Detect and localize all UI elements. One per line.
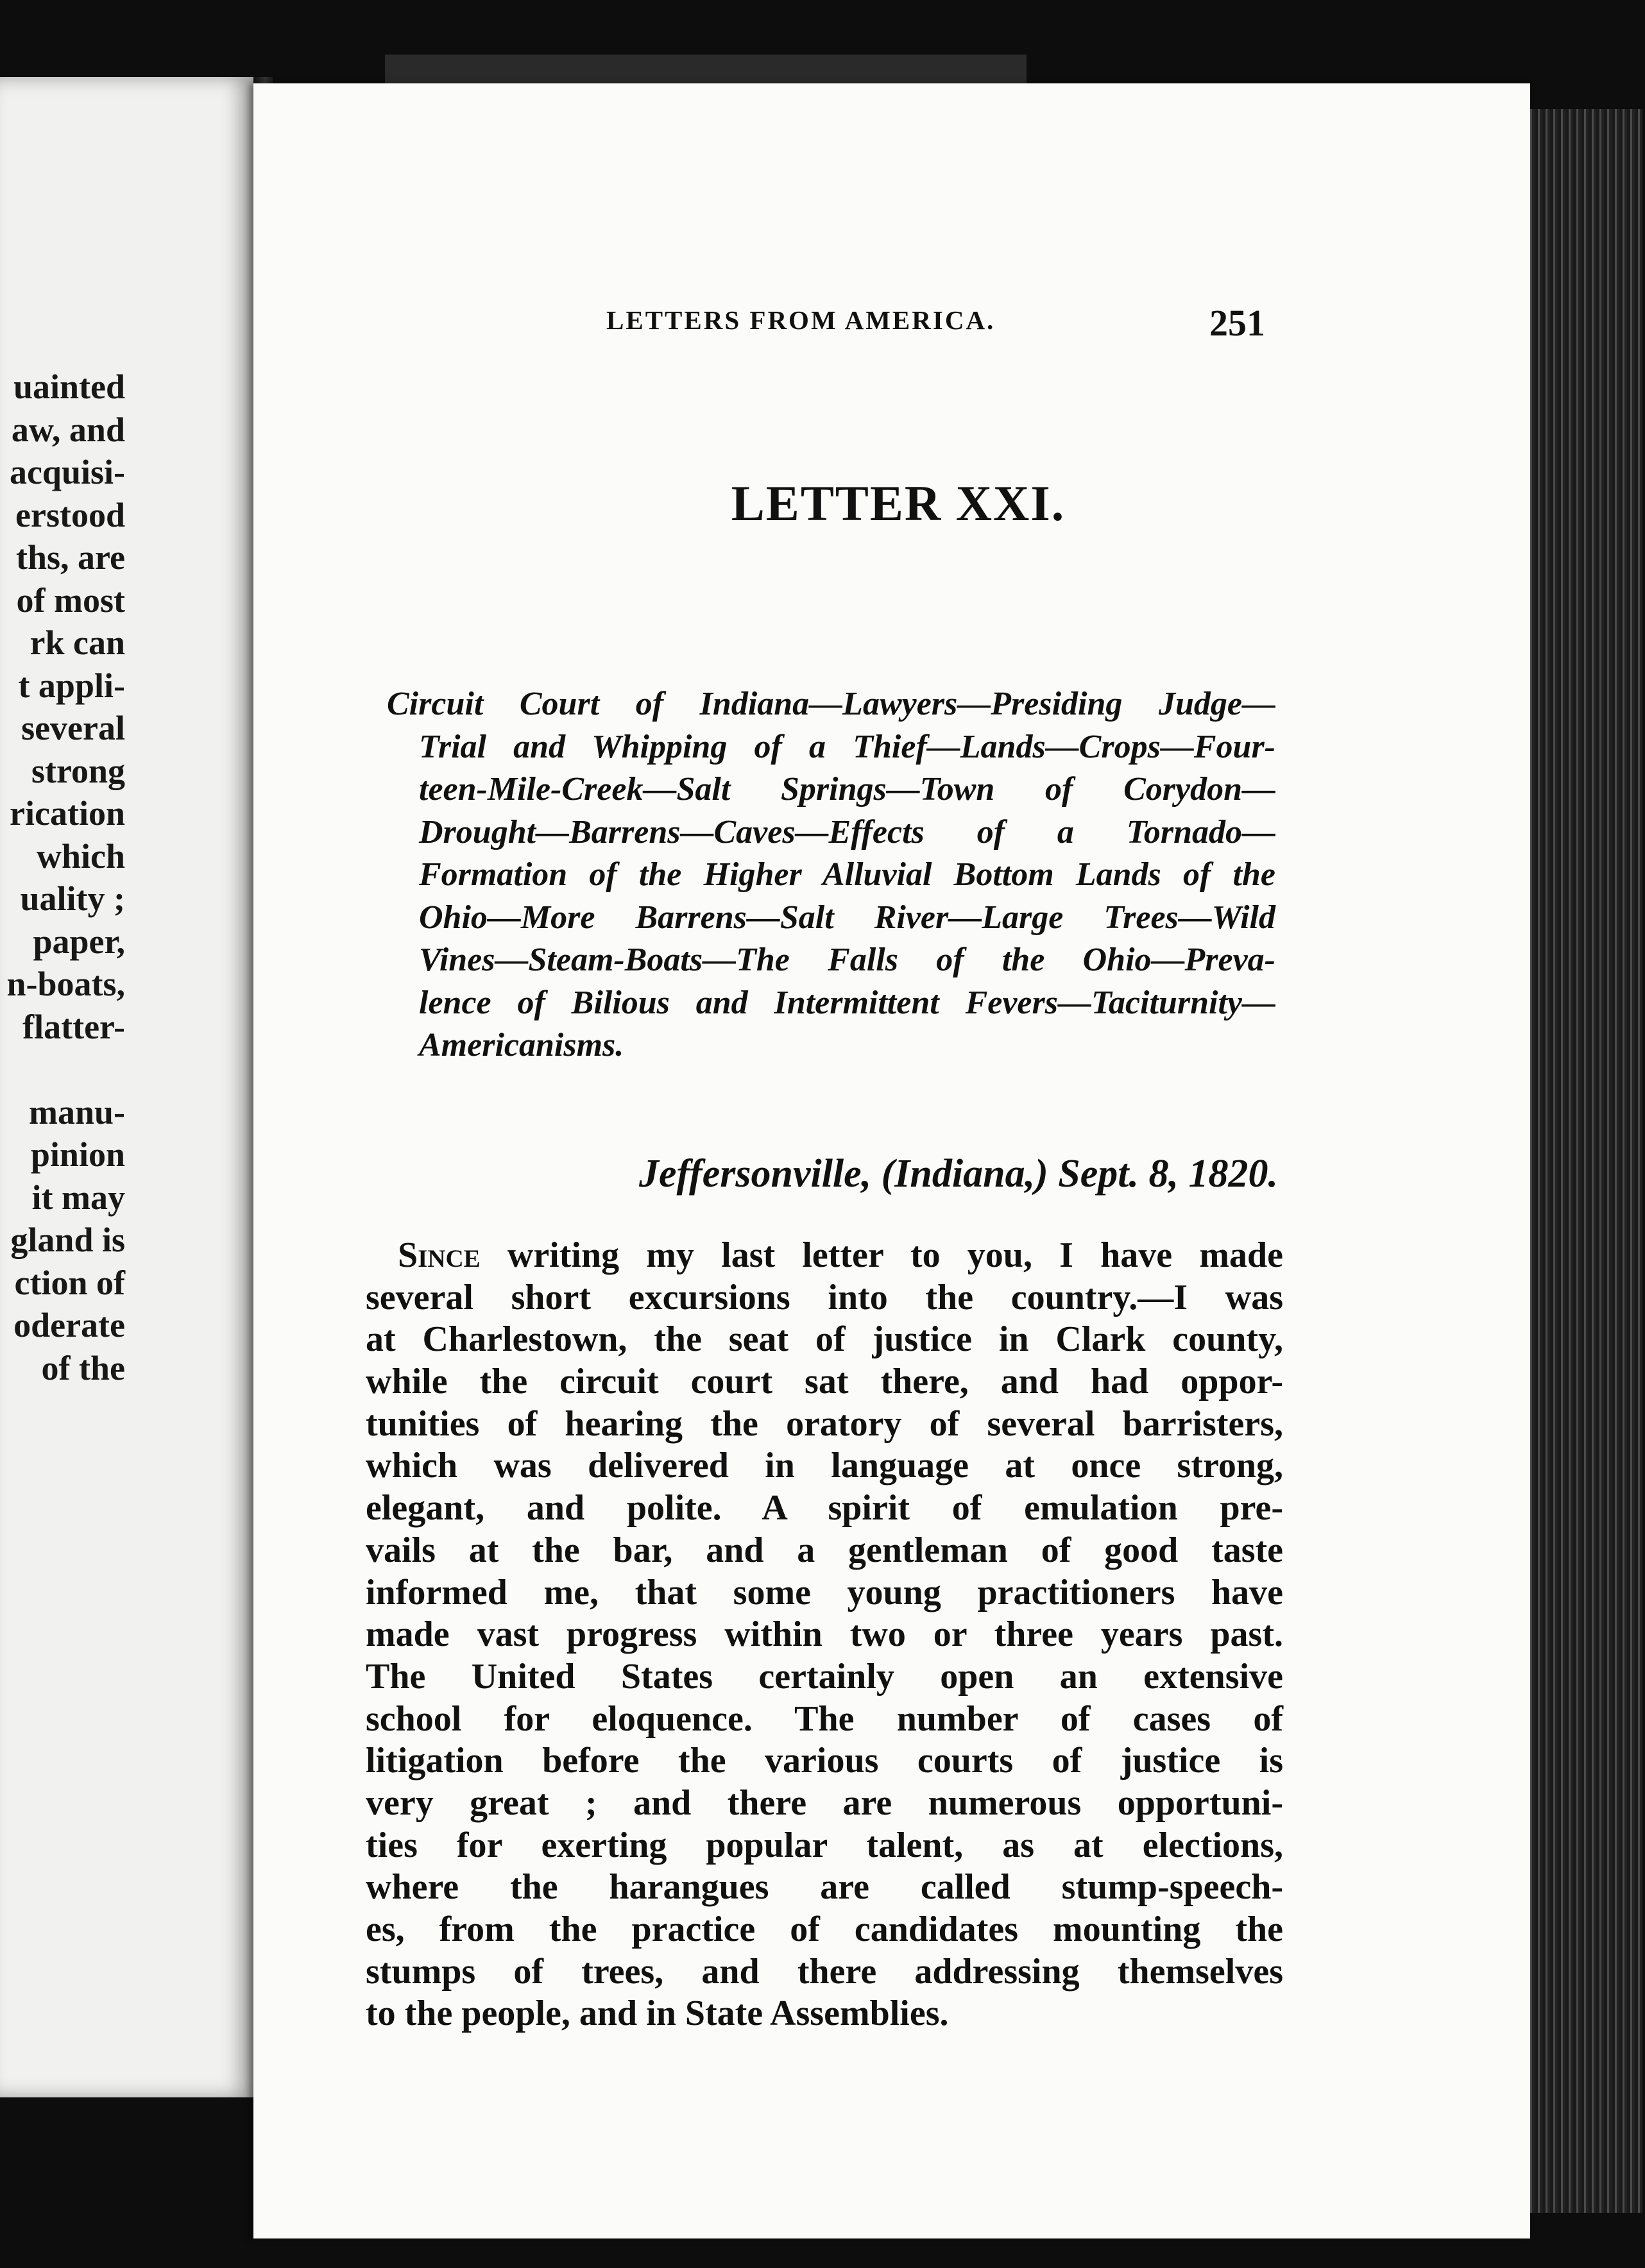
body-line: stumps of trees, and there addressing themselves — [366, 1951, 1283, 1992]
facing-line: flatter- — [22, 1007, 125, 1046]
body-line: to the people, and in State Assemblies. — [366, 1993, 949, 2034]
body-line — [366, 1235, 1283, 1277]
body-line: where the harangues are called stump-speech- — [366, 1867, 1283, 1908]
body-line: at Charlestown, the seat of justice in Clark county, — [366, 1319, 1283, 1360]
letter-title — [253, 475, 1530, 532]
summary-line: Americanisms. — [419, 1027, 624, 1063]
body-line: very great ; and there are numerous opportuni- — [366, 1782, 1283, 1823]
facing-line: oderate — [13, 1306, 125, 1344]
body-line: made vast progress within two or three years past. — [366, 1614, 1283, 1655]
chapter-summary — [387, 683, 1275, 1067]
facing-line: acquisi- — [9, 453, 125, 491]
body-line: tunities of hearing the oratory of several barristers, — [366, 1403, 1283, 1444]
body-line: while the circuit court sat there, and had oppor- — [366, 1362, 1283, 1402]
body-line: elegant, and polite. A spirit of emulation pre- — [366, 1488, 1283, 1528]
letter-body — [366, 1235, 1283, 2035]
body-first-line-rest: writing my last letter to you, I have made — [480, 1235, 1283, 1275]
facing-line: t appli- — [18, 666, 125, 705]
body-line: vails at the bar, and a gentleman of good taste — [366, 1530, 1283, 1570]
body-first-word: Since — [398, 1235, 481, 1275]
running-head: LETTERS FROM AMERICA. — [606, 305, 996, 335]
facing-line: aw, and — [11, 410, 125, 449]
summary-line: Ohio—More Barrens—Salt River—Large Trees—Wild — [419, 899, 1275, 936]
page-edges — [1527, 109, 1642, 2213]
facing-line: rication — [10, 794, 125, 833]
facing-line: of the — [41, 1348, 125, 1387]
summary-line: Circuit Court of Indiana—Lawyers—Presiding Judge— — [387, 686, 1275, 722]
facing-page-text — [0, 366, 125, 1389]
facing-line: ction of — [14, 1263, 125, 1302]
summary-line: Drought—Barrens—Caves—Effects of a Tornado— — [419, 813, 1275, 851]
dateline: Jeffersonville, (Indiana,) Sept. 8, 1820. — [639, 1152, 1278, 1196]
summary-line: Formation of the Higher Alluvial Bottom Lands of the — [419, 856, 1275, 893]
summary-line: lence of Bilious and Intermittent Fevers—Taciturnity— — [419, 984, 1275, 1021]
page-number: 251 — [1209, 302, 1265, 344]
facing-line: uality ; — [20, 879, 125, 918]
facing-line: which — [36, 836, 125, 876]
facing-line: strong — [31, 751, 125, 790]
summary-line: teen-Mile-Creek—Salt Springs—Town of Corydon— — [419, 771, 1275, 808]
body-line: ties for exerting popular talent, as at elections, — [366, 1825, 1283, 1865]
facing-line: of most — [16, 580, 125, 620]
summary-line: Trial and Whipping of a Thief—Lands—Crops—Four- — [419, 728, 1275, 765]
facing-line: manu- — [28, 1092, 125, 1131]
body-line: which was delivered in language at once strong, — [366, 1446, 1283, 1486]
facing-line: uainted — [13, 368, 125, 406]
body-line: litigation before the various courts of justice is — [366, 1741, 1283, 1781]
facing-line: rk can — [30, 623, 125, 662]
body-line: school for eloquence. The number of cases of — [366, 1698, 1283, 1739]
letter-title-text: LETTER XXI. — [731, 475, 1066, 531]
summary-line: Vines—Steam-Boats—The Falls of the Ohio—Preva- — [419, 942, 1275, 978]
facing-line: erstood — [15, 495, 125, 534]
body-line: several short excursions into the country.—I was — [366, 1277, 1283, 1317]
facing-line: it may — [31, 1178, 125, 1217]
body-line: The United States certainly open an extensive — [366, 1656, 1283, 1697]
facing-page-left — [0, 77, 253, 2097]
facing-line — [0, 1048, 125, 1091]
facing-line: pinion — [30, 1135, 125, 1174]
book-page — [253, 83, 1530, 2238]
facing-line: gland is — [10, 1221, 125, 1259]
facing-line: paper, — [33, 922, 125, 961]
body-line: es, from the practice of candidates mounting the — [366, 1909, 1283, 1949]
body-line: informed me, that some young practitioners have — [366, 1572, 1283, 1612]
facing-line: ths, are — [16, 538, 125, 577]
facing-line: n-boats, — [6, 965, 125, 1003]
facing-line: several — [21, 709, 125, 747]
